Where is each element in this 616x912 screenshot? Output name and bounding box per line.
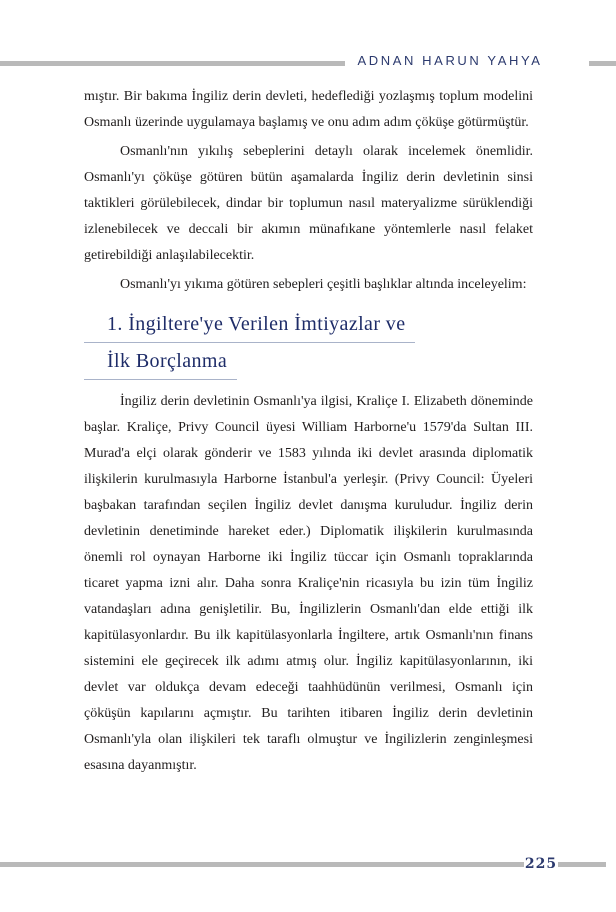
section-heading — [84, 311, 533, 380]
section-heading-line-2: İlk Borçlanma — [84, 348, 237, 380]
header-rule-right — [589, 61, 616, 66]
paragraph: İngiliz derin devletinin Osmanlı'ya ilgisi, Kraliçe I. Elizabeth döneminde başlar. Kraliçe, Privy Council üyesi William Harborne'u 1579'da Sultan III. Murad'a elçi olarak gönderir ve 1583 yılında iki devlet arasında diplomatik ilişkilerin kurulmasıyla Harborne İstanbul'a yerleşir. (Privy Council: Üyeleri başbakan tarafından seçilen İngiliz devlet danışma kuruludur. İngiliz derin devletinin denetiminde hareket eder.) Diplomatik ilişkilerin kurulmasında önemli rol oynayan Harborne iki İngiliz tüccar için Osmanlı topraklarında ticaret yapma izni alır. Daha sonra Kraliçe'nin ricasıyla bu izin tüm İngiliz vatandaşları adına genişletilir. Bu, İngilizlerin Osmanlı'dan elde ettiği ilk kapitülasyonlardır. Bu ilk kapitülasyonlarla İngiltere, artık Osmanlı'nın finans sistemini ele geçirecek ilk adımı atmış olur. İngiliz kapitülasyonlarının, iki devlet var oldukça devam edeceği taahhüdünün verilmesi, Osmanlı için çöküşün kapılarını açmıştır. Bu tarihten itibaren İngiliz derin devletinin Osmanlı'yla olan ilişkileri tek taraflı olmuştur ve İngilizlerin zenginleşmesi esasına dayanmıştır. — [84, 394, 533, 773]
paragraph: Osmanlı'yı yıkıma götüren sebepleri çeşitli başlıklar altında inceleyelim: — [120, 277, 527, 292]
page-body — [84, 84, 533, 782]
running-head-author: ADNAN HARUN YAHYA — [357, 53, 543, 68]
footer-rule-left — [0, 862, 524, 867]
footer-rule-right — [558, 862, 606, 867]
paragraph-continuation: mıştır. Bir bakıma İngiliz derin devleti, hedeflediği yozlaşmış toplum modelini Osmanlı üzerinde uygulamaya başlamış ve onu adım adım çöküşe götürmüştür. — [84, 89, 533, 130]
header-rule-left — [0, 61, 345, 66]
paragraph: Osmanlı'nın yıkılış sebeplerini detaylı olarak incelemek önemlidir. Osmanlı'yı çöküşe götüren bütün aşamalarda İngiliz derin devletinin sinsi taktikleri görülebilecek, dindar bir toplumun nasıl materyalizme sürüklendiği izlenebilecek ve deccali bir akımın münafıkane yöntemlerle nasıl felaket getirebildiği anlaşılabilecektir. — [84, 144, 533, 263]
section-heading-line-1: 1. İngiltere'ye Verilen İmtiyazlar ve — [84, 311, 415, 343]
page-number: 225 — [524, 856, 558, 872]
